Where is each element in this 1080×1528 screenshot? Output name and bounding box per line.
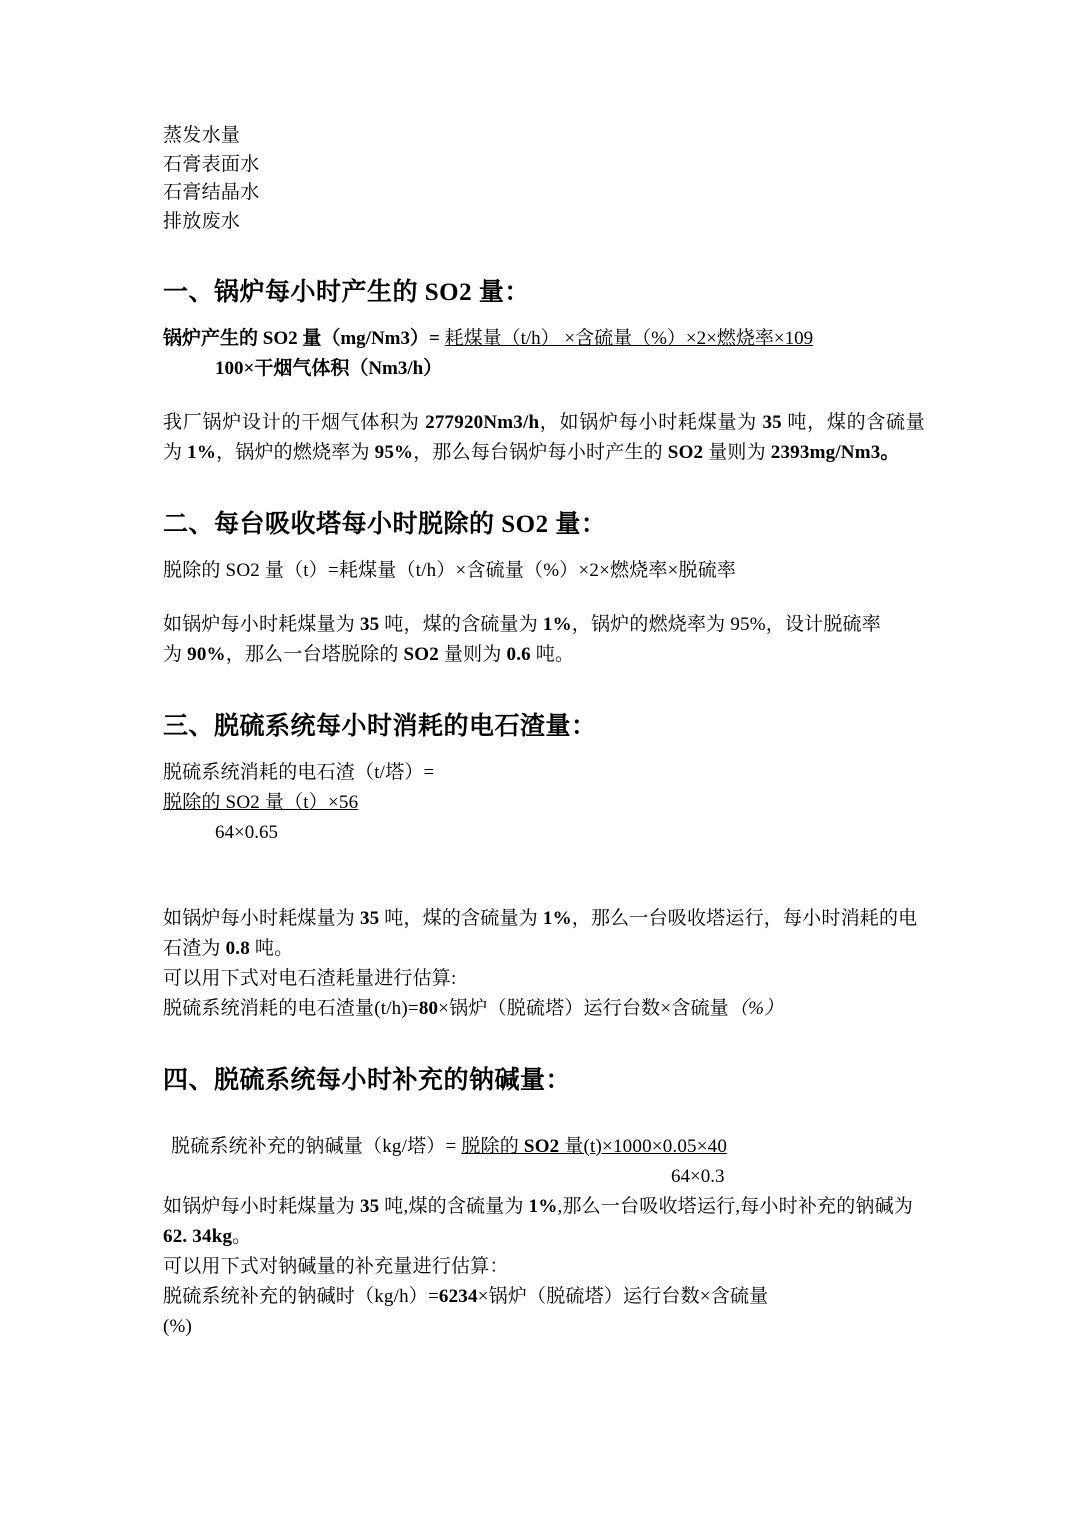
intro-line-1: 蒸发水量: [163, 125, 241, 146]
text: ，锅炉的燃烧率为 95%，设计脱硫率: [571, 614, 881, 635]
text-underline: 脱除的 SO2 量（t）×56: [163, 792, 359, 813]
section-4-formula-label: 脱硫系统补充的钠碱量（kg/塔）=: [171, 1136, 462, 1157]
intro-line-3: 石膏结晶水: [163, 182, 260, 203]
text-bold: 90%: [187, 644, 226, 665]
text-bold: SO2: [523, 1136, 560, 1157]
text-bold: 0.8: [225, 938, 250, 959]
spacer: [163, 744, 925, 758]
spacer: [163, 670, 925, 710]
spacer: [163, 542, 925, 556]
section-3-formula-numerator: [163, 788, 925, 818]
text-bold: 1%: [542, 908, 572, 929]
section-heading-3: 三、脱硫系统每小时消耗的电石渣量：: [163, 713, 597, 740]
section-1-body: [163, 408, 925, 468]
text-bold: 80: [418, 998, 439, 1019]
text-bold: 1%: [528, 1196, 558, 1217]
text: 吨,煤的含硫量为: [379, 1196, 529, 1217]
text: ，那么每台锅炉每小时产生的: [413, 442, 668, 463]
text: 吨，煤的含硫量为: [379, 614, 543, 635]
text: 如锅炉每小时耗煤量为: [163, 614, 360, 635]
text: 吨。: [249, 938, 294, 959]
intro-line-2: 石膏表面水: [163, 153, 260, 175]
section-4-body-line-1: [163, 1192, 925, 1222]
text-bold: 35: [359, 1196, 380, 1217]
section-1-formula: [163, 324, 925, 354]
text-bold: 35: [762, 412, 782, 433]
text-italic: （%）: [728, 998, 784, 1019]
spacer: [163, 468, 925, 508]
section-4-formula-numerator: [461, 1136, 727, 1157]
text-bold: 2393: [770, 442, 810, 463]
section-2-body-line-1: [163, 610, 925, 640]
spacer: [163, 236, 925, 276]
section-3-formula-denominator: 64×0.65: [215, 822, 278, 843]
text-bold: SO2: [403, 644, 439, 665]
text-bold: 35: [359, 614, 380, 635]
text: 量则为: [438, 644, 507, 665]
text-bold: 277920Nm3/h: [425, 412, 540, 433]
text-bold: 1%: [542, 614, 572, 635]
section-4-formula-denominator: 64×0.3: [671, 1166, 725, 1187]
text: 吨，煤的含硫量为: [379, 908, 543, 929]
text: ，那么一台吸收塔运行，每小时消耗的电: [571, 908, 918, 929]
text-bold: 0.6: [506, 644, 531, 665]
text-bold: 6234: [438, 1286, 478, 1307]
spacer: [163, 1098, 925, 1132]
text: 吨。: [530, 644, 575, 665]
text: ,那么一台吸收塔运行,每小时补充的钠碱为: [557, 1196, 914, 1217]
section-heading-4: 四、脱硫系统每小时补充的钠碱量：: [163, 1067, 572, 1094]
text: 为: [163, 644, 188, 665]
section-1-formula-numerator: 耗煤量（t/h） ×含硫量（%）×2×燃烧率×109: [444, 328, 814, 349]
text: 如锅炉每小时耗煤量为: [163, 1196, 360, 1217]
text: 石渣为: [163, 938, 226, 959]
text: 脱硫系统补充的钠碱时（kg/h）=: [163, 1286, 439, 1307]
section-3-body-line-2: [163, 934, 925, 964]
text-bold: 62. 34kg: [163, 1226, 233, 1247]
spacer: [163, 310, 925, 324]
text: 如锅炉每小时耗煤量为: [163, 908, 360, 929]
text-bold: SO2: [667, 442, 704, 463]
section-heading-1: 一、锅炉每小时产生的 SO2 量：: [163, 279, 530, 306]
section-4-body-line-2: [163, 1222, 925, 1252]
spacer: [163, 384, 925, 408]
text: 脱除的: [461, 1136, 524, 1157]
section-heading-2: 二、每台吸收塔每小时脱除的 SO2 量：: [163, 511, 607, 538]
text: ，锅炉的燃烧率为: [216, 442, 375, 463]
intro-line-4: 排放废水: [163, 210, 241, 232]
section-2-body-line-2: [163, 640, 925, 670]
text-bold: 35: [359, 908, 380, 929]
section-3-note: 可以用下式对电石渣耗量进行估算:: [163, 968, 457, 989]
text-bold: 1%: [187, 442, 217, 463]
spacer: [163, 586, 925, 610]
text: 量则为: [703, 442, 771, 463]
section-4-estimate-tail: (%): [163, 1316, 193, 1337]
section-4-note: 可以用下式对钠碱量的补充量进行估算：: [163, 1256, 509, 1277]
text: 我厂锅炉设计的干烟气体积为: [163, 412, 426, 433]
text-bold: 95%: [374, 442, 414, 463]
text: 。: [232, 1226, 252, 1247]
section-3-formula-label: 脱硫系统消耗的电石渣（t/塔）=: [163, 762, 435, 783]
document-content: [163, 122, 925, 1342]
section-3-estimate: [163, 994, 925, 1024]
spacer: [163, 1024, 925, 1064]
section-2-formula: 脱除的 SO2 量（t）=耗煤量（t/h）×含硫量（%）×2×燃烧率×脱硫率: [163, 560, 737, 581]
text: ×锅炉（脱硫塔）运行台数×含硫量: [438, 998, 729, 1019]
spacer: [163, 848, 925, 904]
text: 量(t)×1000×0.05×40: [559, 1136, 728, 1157]
text: ，如锅炉每小时耗煤量为: [539, 412, 763, 433]
text: ×锅炉（脱硫塔）运行台数×含硫量: [477, 1286, 769, 1307]
section-4-estimate: [163, 1282, 925, 1312]
text-bold: mg/Nm3。: [809, 442, 900, 463]
text: 脱硫系统消耗的电石渣量(t/h)=: [163, 998, 419, 1019]
text: ，那么一台塔脱除的: [225, 644, 404, 665]
section-3-body-line-1: [163, 904, 925, 934]
section-1-formula-denominator: 100×干烟气体积（Nm3/h）: [215, 358, 443, 379]
section-1-formula-label: 锅炉产生的 SO2 量（mg/Nm3）=: [163, 328, 445, 349]
section-4-formula: [163, 1132, 925, 1162]
text: 吨，煤的含硫量为: [163, 412, 925, 463]
